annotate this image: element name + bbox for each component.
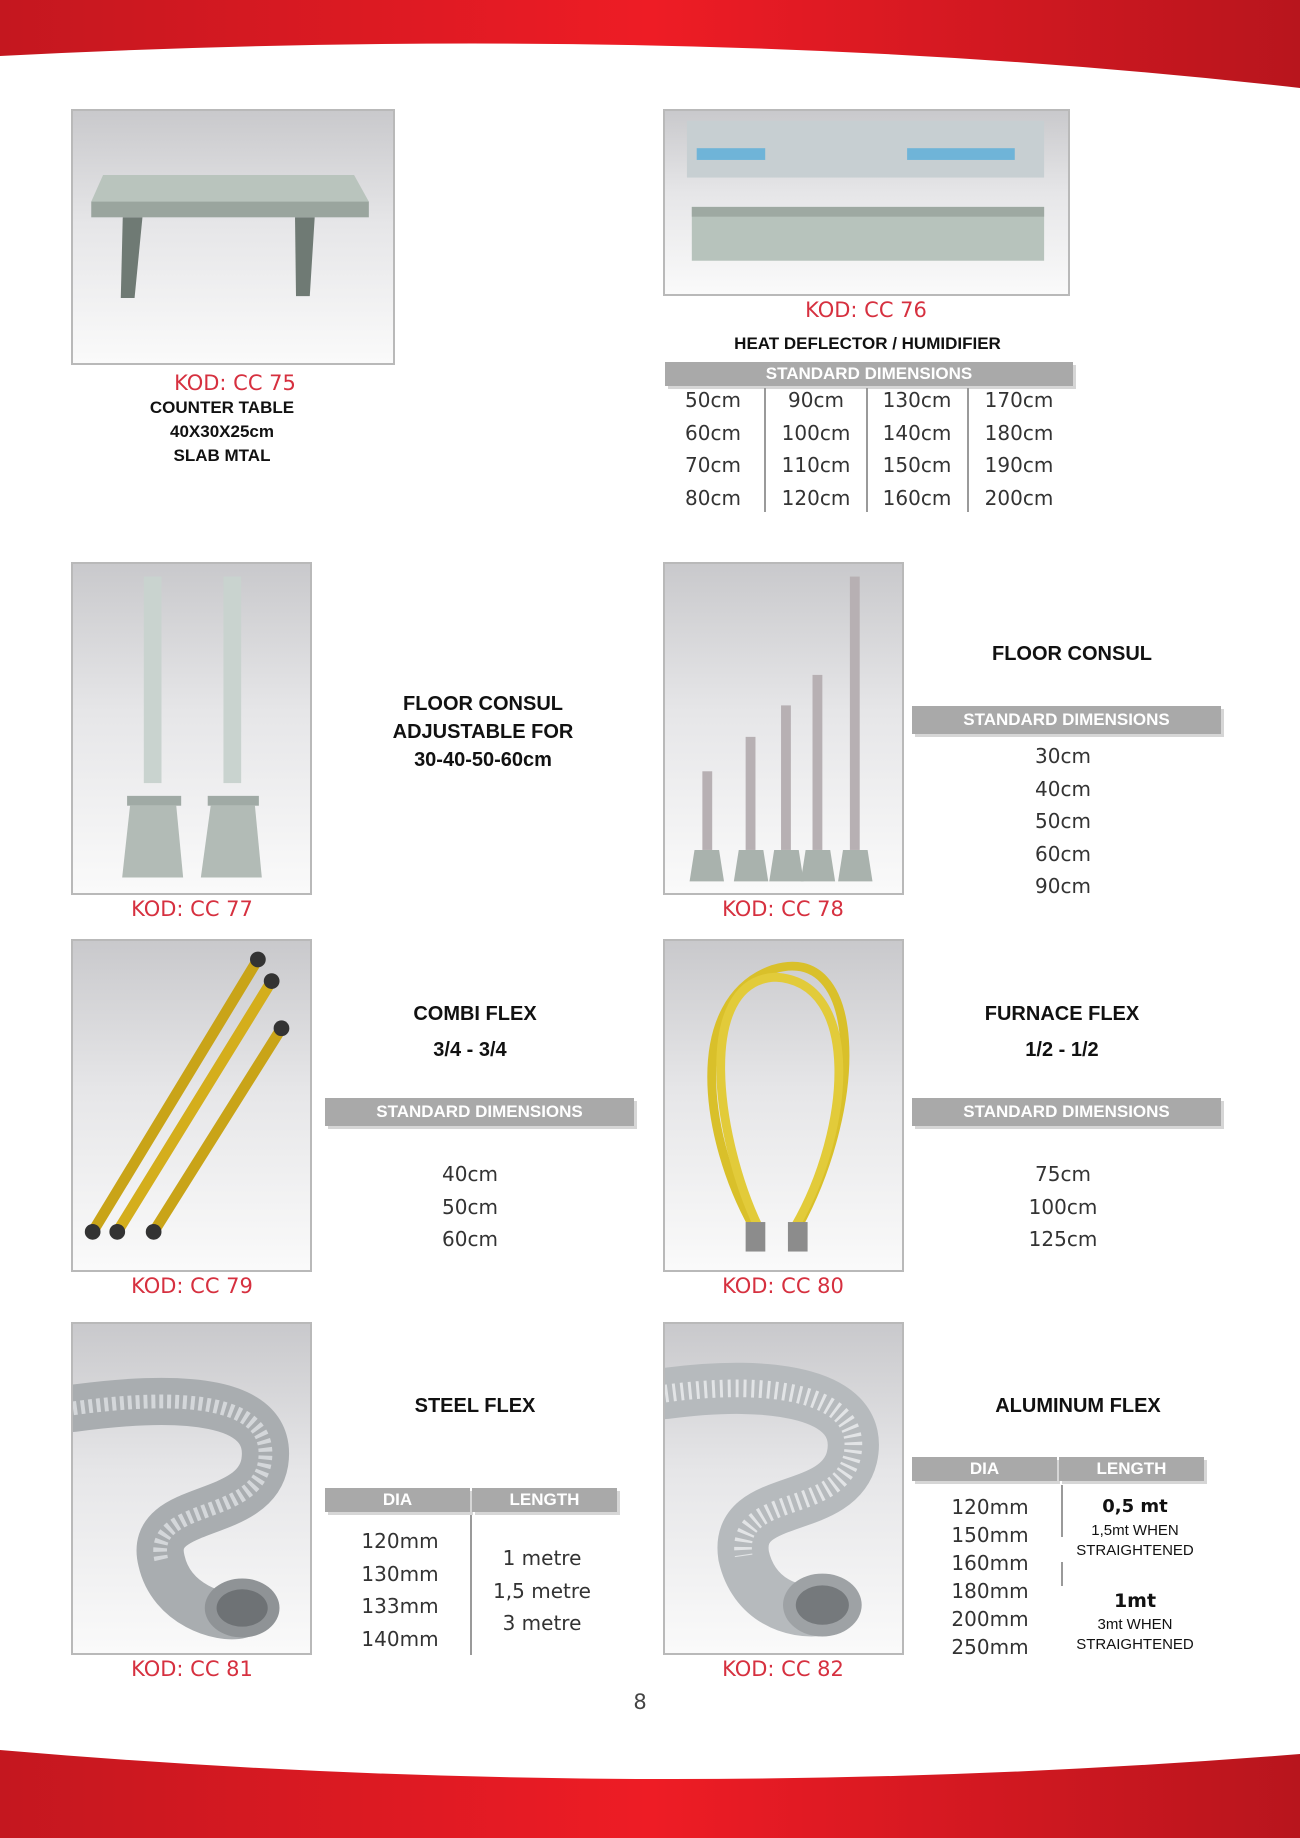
page-number: 8 [633,1690,647,1714]
dia-header: DIA [325,1488,470,1512]
product-code: KOD: CC 77 [131,897,253,921]
product-title: COMBI FLEX [413,1003,537,1025]
furnace-flex-photo [663,939,904,1272]
length-list: 1 metre 1,5 metre 3 metre [493,1546,591,1635]
product-title: HEAT DEFLECTOR / HUMIDIFIER [734,334,1001,353]
column-divider [967,388,969,512]
dimension-column: 50cm 60cm 70cm 80cm [685,388,741,510]
product-title: FURNACE FLEX [984,1003,1140,1025]
steel-flex-photo [71,1322,312,1655]
dimension-list: 30cm 40cm 50cm 60cm 90cm [1035,744,1091,898]
counter-table-photo [71,109,395,365]
product-code: KOD: CC 82 [722,1657,844,1681]
bottom-banner [0,1740,1300,1838]
combi-flex-photo [71,939,312,1272]
floor-consul-adjustable-photo [71,562,312,895]
product-size: 1/2 - 1/2 [1025,1039,1099,1061]
length-header: LENGTH [472,1488,617,1512]
product-code: KOD: CC 81 [131,1657,253,1681]
floor-consul-photo [663,562,904,895]
top-banner [0,0,1300,90]
product-title: FLOOR CONSUL [992,643,1152,665]
product-title: ALUMINUM FLEX [995,1395,1161,1417]
dimension-column: 130cm 140cm 150cm 160cm [882,388,952,510]
dimensions-header: STANDARD DIMENSIONS [912,706,1221,734]
product-code: KOD: CC 76 [805,298,927,322]
dimensions-header: STANDARD DIMENSIONS [665,362,1073,386]
dimension-list: 75cm 100cm 125cm [1028,1162,1098,1251]
product-code: KOD: CC 75 [174,371,296,395]
column-divider [764,388,766,512]
product-code: KOD: CC 80 [722,1274,844,1298]
dia-list: 120mm 130mm 133mm 140mm [361,1529,439,1651]
dia-list: 120mm 150mm 160mm 180mm 200mm 250mm [951,1495,1029,1659]
dimension-column: 90cm 100cm 110cm 120cm [781,388,851,510]
dimensions-header: STANDARD DIMENSIONS [325,1098,634,1126]
aluminum-flex-photo [663,1322,904,1655]
heat-deflector-photo [663,109,1070,296]
column-divider [866,388,868,512]
length-option-a: 0,5 mt 1,5mt WHEN STRAIGHTENED [1076,1496,1194,1559]
product-title: STEEL FLEX [414,1395,536,1417]
column-divider [1061,1562,1063,1586]
product-description: FLOOR CONSUL ADJUSTABLE FOR 30-40-50-60cm [392,693,574,771]
product-code: KOD: CC 78 [722,897,844,921]
product-description: COUNTER TABLE 40X30X25cm SLAB MTAL [149,398,295,465]
product-size: 3/4 - 3/4 [433,1039,507,1061]
length-header: LENGTH [1059,1457,1204,1481]
dimension-list: 40cm 50cm 60cm [442,1162,498,1251]
product-code: KOD: CC 79 [131,1274,253,1298]
dimension-column: 170cm 180cm 190cm 200cm [984,388,1054,510]
length-option-b: 1mt 3mt WHEN STRAIGHTENED [1076,1590,1194,1653]
column-divider [1061,1485,1063,1537]
dimensions-header: STANDARD DIMENSIONS [912,1098,1221,1126]
dia-header: DIA [912,1457,1057,1481]
